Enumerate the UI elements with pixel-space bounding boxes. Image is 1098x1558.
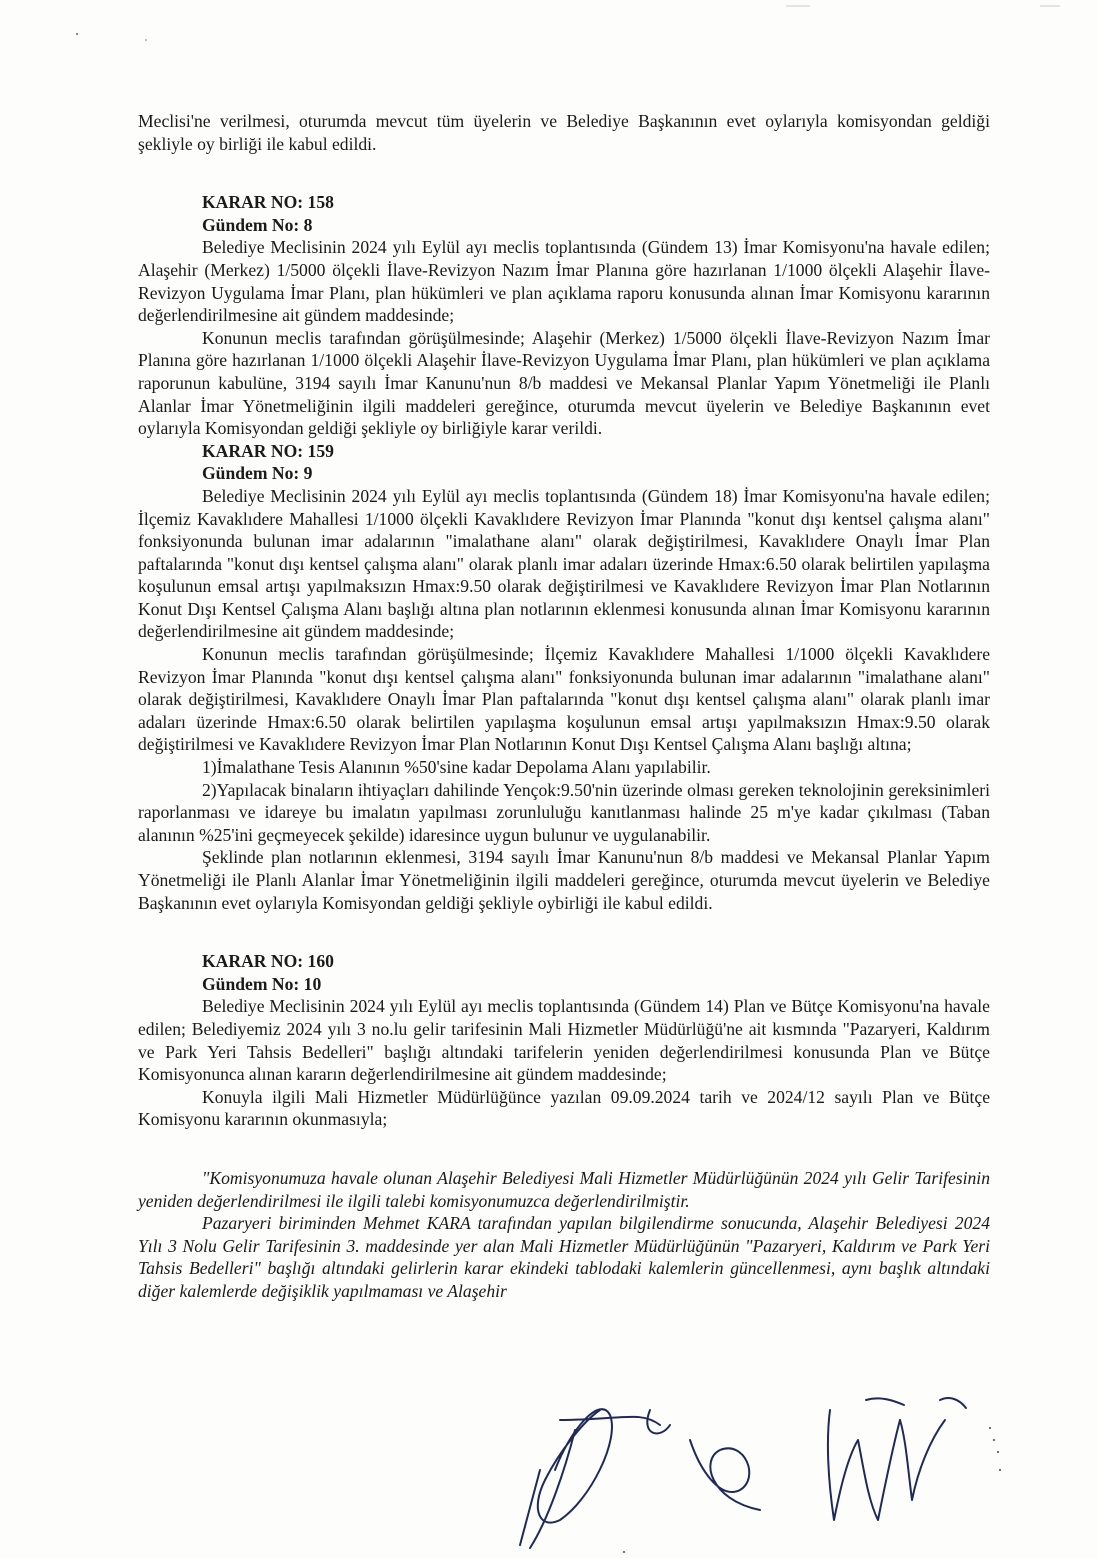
quote-paragraph-1: "Komisyonumuza havale olunan Alaşehir Belediyesi Mali Hizmetler Müdürlüğünün 2024 yılı Gelir Tarifesinin yeniden değerlendirilmesi ile ilgili talebi komisyonumuzca değerlendirilmiştir.	[138, 1167, 990, 1211]
karar-158-paragraph-1: Belediye Meclisinin 2024 yılı Eylül ayı meclis toplantısında (Gündem 13) İmar Komisyonu'na havale edilen; Alaşehir (Merkez) 1/5000 ölçekli İlave-Revizyon Nazım İmar Planına göre hazırlanan 1/1000 ölçekli Alaşehir İlave-Revizyon Uygulama İmar Planı, plan hükümleri ve plan açıklama raporu konusunda alınan İmar Komisyonu kararının değerlendirilmesine ait gündem maddesinde;	[138, 237, 990, 326]
karar-159-item-2: 2)Yapılacak binaların ihtiyaçları dahilinde Yençok:9.50'nin üzerinde olması gereken teknolojinin gereksinimleri raporlanması ve idareye bu imalatın yapılması zorunluluğu kanıtlanması halinde 25 m'ye kadar çıkılması (Taban alanının %25'ini geçmeyecek şekilde) idaresince uygun bulunur ve uygulanabilir.	[138, 779, 990, 845]
karar-159-paragraph-2: Konunun meclis tarafından görüşülmesinde; İlçemiz Kavaklıdere Mahallesi 1/1000 ölçekli Kavaklıdere Revizyon İmar Planında "konut dışı kentsel çalışma alanı" fonksiyonunda bulunan imar adalarının "imalathane alanı" olarak değiştirilmesi, Kavaklıdere Onaylı İmar Plan paftalarında "konut dışı kentsel çalışma alanı" olarak planlı imar adaları üzerinde Hmax:6.50 olarak belirtilen yapılaşma koşulunun emsal artışı yapılmaksızın Hmax:9.50 olarak değiştirilmesi ve Kavaklıdere Revizyon İmar Plan Notlarının Konut Dışı Kentsel Çalışma Alanı başlığı altına;	[138, 644, 990, 755]
karar-158-title: KARAR NO: 158	[202, 192, 334, 213]
gundem-10-title: Gündem No: 10	[202, 973, 322, 994]
gundem-8-title: Gündem No: 8	[202, 214, 313, 235]
karar-160-title: KARAR NO: 160	[202, 951, 334, 972]
continuation-paragraph: Meclisi'ne verilmesi, oturumda mevcut tüm üyelerin ve Belediye Başkanının evet oylarıyla komisyondan geldiği şekliyle oy birliği ile kabul edildi.	[138, 111, 990, 154]
karar-160-paragraph-1: Belediye Meclisinin 2024 yılı Eylül ayı meclis toplantısında (Gündem 14) Plan ve Bütçe Komisyonu'na havale edilen; Belediyemiz 2024 yılı 3 no.lu gelir tarifesinin Mali Hizmetler Müdürlüğü'ne ait kısmında "Pazaryeri, Kaldırım ve Park Yeri Tahsis Bedelleri" başlığı altındaki tarifelerin yeniden değerlendirilmesi konusunda Plan ve Bütçe Komisyonunca alınan kararın değerlendirilmesine ait gündem maddesinde;	[138, 996, 990, 1085]
scan-specks	[0, 0, 1098, 120]
karar-159-title: KARAR NO: 159	[202, 440, 334, 461]
karar-159-paragraph-1: Belediye Meclisinin 2024 yılı Eylül ayı meclis toplantısında (Gündem 18) İmar Komisyonu'na havale edilen; İlçemiz Kavaklıdere Mahallesi 1/1000 ölçekli Kavaklıdere Revizyon İmar Planında "konut dışı kentsel çalışma alanı" fonksiyonunda bulunan imar adalarının "imalathane alanı" olarak değiştirilmesi, Kavaklıdere Onaylı İmar Plan paftalarında "konut dışı kentsel çalışma alanı" olarak planlı imar adaları üzerinde Hmax:6.50 olarak belirtilen yapılaşma koşulunun emsal artışı yapılmaksızın Hmax:9.50 olarak değiştirilmesi ve Kavaklıdere Revizyon İmar Plan Notlarının Konut Dışı Kentsel Çalışma Alanı başlığı altına plan notlarının eklenmesi konusunda alınan İmar Komisyonu kararının değerlendirilmesine ait gündem maddesinde;	[138, 485, 990, 642]
karar-159-paragraph-3: Şeklinde plan notlarının eklenmesi, 3194 sayılı İmar Kanunu'nun 8/b maddesi ve Mekansal Planlar Yapım Yönetmeliği ile Planlı Alanlar İmar Yönetmeliğinin ilgili maddeleri gereğince, oturumda mevcut üyelerin ve Belediye Başkanının evet oylarıyla Komisyondan geldiği şekliyle oybirliği ile kabul edildi.	[138, 847, 990, 913]
karar-159-item-1: 1)İmalathane Tesis Alanının %50'sine kadar Depolama Alanı yapılabilir.	[202, 757, 711, 778]
karar-160-paragraph-2: Konuyla ilgili Mali Hizmetler Müdürlüğünce yazılan 09.09.2024 tarih ve 2024/12 sayılı Plan ve Bütçe Komisyonu kararının okunmasıyla;	[138, 1086, 990, 1130]
quote-paragraph-2: Pazaryeri biriminden Mehmet KARA tarafından yapılan bilgilendirme sonucunda, Alaşehir Belediyesi 2024 Yılı 3 Nolu Gelir Tarifesinin 3. maddesinde yer alan Mali Hizmetler Müdürlüğünün "Pazaryeri, Kaldırım ve Park Yeri Tahsis Bedelleri" başlığı altındaki gelirlerin karar ekindeki tablodaki kalemlerin güncellenmesi, aynı başlık altındaki diğer kalemlerde değişiklik yapılmaması ve Alaşehir	[138, 1213, 990, 1301]
gundem-9-title: Gündem No: 9	[202, 463, 313, 484]
document-body	[138, 110, 990, 1303]
karar-158-paragraph-2: Konunun meclis tarafından görüşülmesinde; Alaşehir (Merkez) 1/5000 ölçekli İlave-Revizyon Nazım İmar Planına göre hazırlanan 1/1000 ölçekli Alaşehir İlave-Revizyon Uygulama İmar Planı, plan hükümleri ve plan açıklama raporunun kabulüne, 3194 sayılı İmar Kanunu'nun 8/b maddesi ve Mekansal Planlar Yapım Yönetmeliği ile Planlı Alanlar İmar Yönetmeliğinin ilgili maddeleri gereğince, oturumda mevcut üyelerin ve Belediye Başkanının evet oylarıyla Komisyondan geldiği şekliyle oy birliğiyle karar verildi.	[138, 327, 990, 439]
